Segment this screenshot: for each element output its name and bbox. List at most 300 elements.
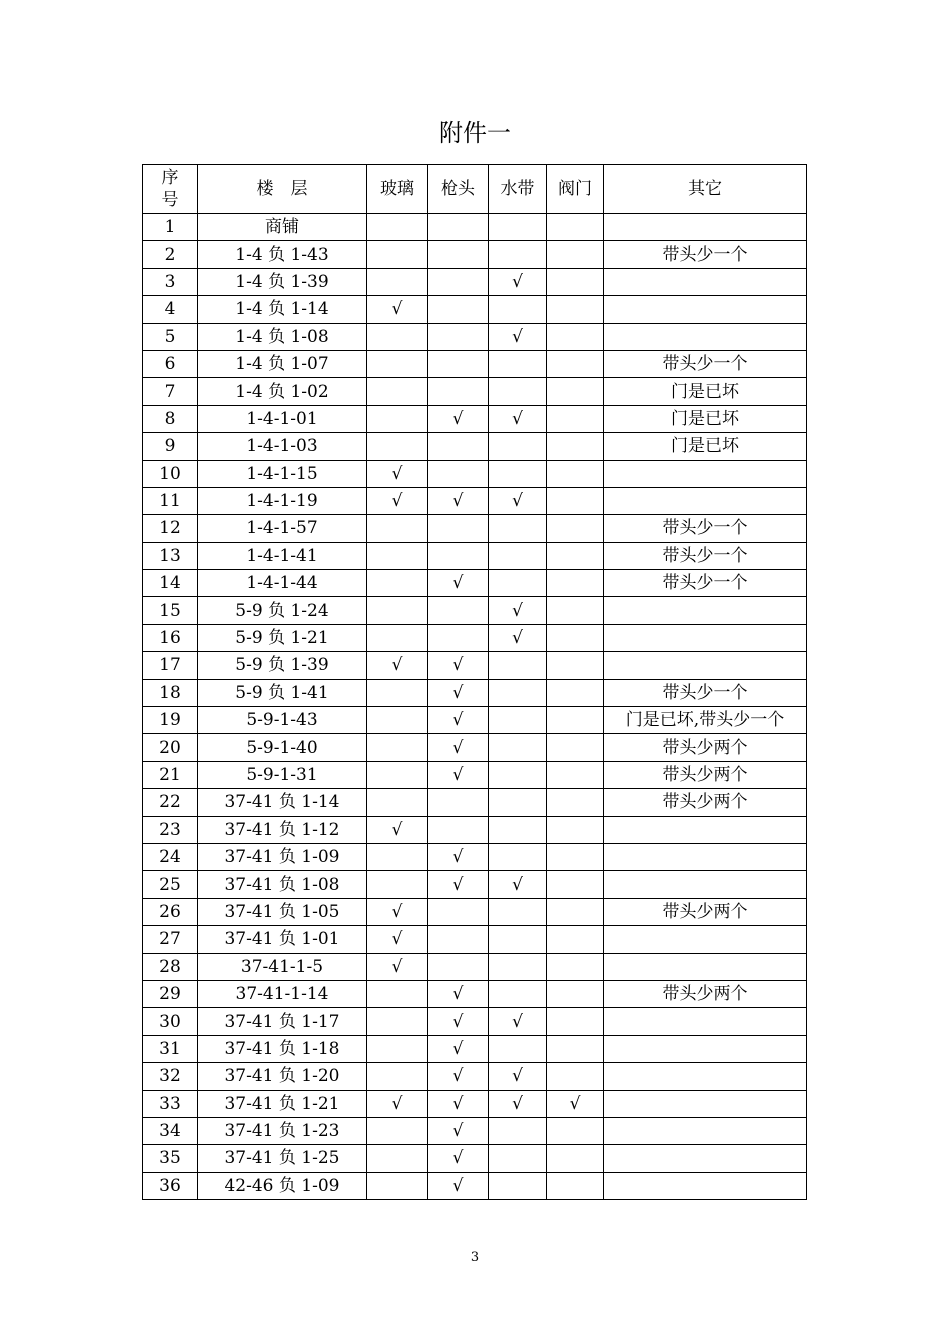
cell-index: 5: [143, 323, 198, 350]
cell-index: 15: [143, 597, 198, 624]
cell-hose: √: [489, 323, 547, 350]
cell-other: 带头少两个: [604, 980, 807, 1007]
header-cell-hose: 水带: [489, 165, 547, 214]
page-title: 附件一: [439, 119, 511, 147]
cell-valve: [547, 570, 604, 597]
cell-glass: [367, 214, 428, 241]
cell-hose: [489, 816, 547, 843]
header-cell-glass: 玻璃: [367, 165, 428, 214]
cell-other: [604, 296, 807, 323]
cell-floor: 37-41 负 1-01: [198, 926, 367, 953]
table-row: [143, 296, 807, 323]
cell-valve: [547, 652, 604, 679]
cell-floor: 37-41-1-14: [198, 980, 367, 1007]
table-row: [143, 542, 807, 569]
cell-other: [604, 323, 807, 350]
cell-valve: [547, 268, 604, 295]
cell-index: 24: [143, 843, 198, 870]
cell-glass: [367, 542, 428, 569]
cell-index: 8: [143, 405, 198, 432]
cell-valve: [547, 323, 604, 350]
cell-valve: [547, 926, 604, 953]
table-row: [143, 1008, 807, 1035]
cell-hose: √: [489, 1090, 547, 1117]
table-row: [143, 433, 807, 460]
cell-hose: √: [489, 1063, 547, 1090]
cell-floor: 37-41-1-5: [198, 953, 367, 980]
cell-other: 带头少一个: [604, 350, 807, 377]
cell-glass: √: [367, 1090, 428, 1117]
table-row: [143, 843, 807, 870]
table-row: [143, 624, 807, 651]
cell-index: 21: [143, 761, 198, 788]
cell-nozzle: √: [428, 652, 489, 679]
cell-floor: 37-41 负 1-17: [198, 1008, 367, 1035]
cell-valve: [547, 898, 604, 925]
cell-valve: [547, 597, 604, 624]
cell-floor: 1-4-1-41: [198, 542, 367, 569]
table-row: [143, 378, 807, 405]
cell-nozzle: √: [428, 1090, 489, 1117]
cell-glass: √: [367, 487, 428, 514]
cell-glass: [367, 789, 428, 816]
cell-other: [604, 487, 807, 514]
cell-glass: [367, 405, 428, 432]
cell-glass: [367, 980, 428, 1007]
table-row: [143, 816, 807, 843]
cell-nozzle: [428, 268, 489, 295]
cell-glass: [367, 515, 428, 542]
cell-nozzle: [428, 378, 489, 405]
cell-hose: [489, 542, 547, 569]
cell-hose: [489, 679, 547, 706]
cell-glass: [367, 570, 428, 597]
cell-other: 带头少一个: [604, 679, 807, 706]
cell-nozzle: [428, 214, 489, 241]
cell-glass: [367, 323, 428, 350]
cell-floor: 37-41 负 1-14: [198, 789, 367, 816]
cell-index: 20: [143, 734, 198, 761]
cell-valve: [547, 296, 604, 323]
cell-floor: 1-4 负 1-14: [198, 296, 367, 323]
cell-floor: 5-9 负 1-39: [198, 652, 367, 679]
cell-other: 门是已坏: [604, 405, 807, 432]
cell-glass: [367, 1008, 428, 1035]
cell-nozzle: [428, 460, 489, 487]
cell-floor: 37-41 负 1-23: [198, 1117, 367, 1144]
cell-floor: 5-9-1-40: [198, 734, 367, 761]
cell-floor: 37-41 负 1-05: [198, 898, 367, 925]
cell-other: 带头少两个: [604, 789, 807, 816]
cell-floor: 37-41 负 1-09: [198, 843, 367, 870]
cell-glass: [367, 1063, 428, 1090]
cell-nozzle: [428, 898, 489, 925]
cell-other: [604, 1117, 807, 1144]
cell-nozzle: √: [428, 570, 489, 597]
cell-floor: 42-46 负 1-09: [198, 1172, 367, 1199]
cell-hose: [489, 980, 547, 1007]
cell-valve: [547, 843, 604, 870]
cell-valve: [547, 1172, 604, 1199]
cell-floor: 5-9 负 1-41: [198, 679, 367, 706]
cell-glass: [367, 1172, 428, 1199]
cell-index: 14: [143, 570, 198, 597]
cell-index: 22: [143, 789, 198, 816]
cell-index: 32: [143, 1063, 198, 1090]
cell-nozzle: √: [428, 679, 489, 706]
cell-index: 4: [143, 296, 198, 323]
cell-hose: [489, 1172, 547, 1199]
cell-index: 1: [143, 214, 198, 241]
cell-glass: [367, 597, 428, 624]
table-row: [143, 323, 807, 350]
cell-glass: √: [367, 296, 428, 323]
cell-hose: [489, 570, 547, 597]
cell-other: 带头少一个: [604, 241, 807, 268]
cell-hose: [489, 734, 547, 761]
cell-index: 34: [143, 1117, 198, 1144]
cell-hose: [489, 350, 547, 377]
cell-glass: [367, 433, 428, 460]
cell-other: [604, 624, 807, 651]
header-cell-index: [143, 165, 198, 214]
cell-hose: √: [489, 624, 547, 651]
cell-nozzle: √: [428, 1063, 489, 1090]
cell-index: 16: [143, 624, 198, 651]
inspection-table: [142, 164, 807, 1200]
table-row: [143, 980, 807, 1007]
cell-other: [604, 816, 807, 843]
cell-floor: 37-41 负 1-12: [198, 816, 367, 843]
table-row: [143, 679, 807, 706]
cell-glass: [367, 241, 428, 268]
cell-hose: [489, 1035, 547, 1062]
cell-other: [604, 1035, 807, 1062]
cell-hose: [489, 953, 547, 980]
header-cell-other: 其它: [604, 165, 807, 214]
cell-other: 带头少一个: [604, 515, 807, 542]
cell-floor: 5-9 负 1-21: [198, 624, 367, 651]
header-cell-nozzle: 枪头: [428, 165, 489, 214]
cell-glass: √: [367, 460, 428, 487]
cell-other: [604, 926, 807, 953]
cell-valve: [547, 405, 604, 432]
cell-nozzle: √: [428, 734, 489, 761]
cell-index: 9: [143, 433, 198, 460]
cell-floor: 1-4 负 1-02: [198, 378, 367, 405]
cell-other: [604, 1063, 807, 1090]
cell-hose: [489, 789, 547, 816]
cell-valve: [547, 350, 604, 377]
cell-valve: [547, 980, 604, 1007]
table-row: [143, 1172, 807, 1199]
cell-glass: [367, 871, 428, 898]
cell-valve: [547, 542, 604, 569]
cell-nozzle: [428, 296, 489, 323]
table-row: [143, 214, 807, 241]
cell-nozzle: √: [428, 1035, 489, 1062]
table-row: [143, 1063, 807, 1090]
cell-nozzle: [428, 433, 489, 460]
cell-valve: [547, 433, 604, 460]
table-row: [143, 953, 807, 980]
cell-nozzle: √: [428, 405, 489, 432]
cell-index: 27: [143, 926, 198, 953]
cell-hose: [489, 214, 547, 241]
cell-glass: [367, 624, 428, 651]
cell-floor: 37-41 负 1-08: [198, 871, 367, 898]
cell-other: 带头少一个: [604, 570, 807, 597]
cell-hose: √: [489, 597, 547, 624]
cell-index: 23: [143, 816, 198, 843]
cell-glass: [367, 1035, 428, 1062]
cell-glass: [367, 350, 428, 377]
cell-nozzle: [428, 816, 489, 843]
cell-other: 门是已坏,带头少一个: [604, 707, 807, 734]
cell-other: [604, 460, 807, 487]
table-row: [143, 789, 807, 816]
cell-nozzle: [428, 789, 489, 816]
cell-hose: [489, 460, 547, 487]
cell-hose: [489, 926, 547, 953]
cell-glass: √: [367, 652, 428, 679]
table-row: [143, 405, 807, 432]
cell-valve: [547, 707, 604, 734]
table-row: [143, 268, 807, 295]
cell-nozzle: [428, 323, 489, 350]
cell-other: [604, 1172, 807, 1199]
cell-valve: [547, 460, 604, 487]
table-row: [143, 734, 807, 761]
cell-index: 18: [143, 679, 198, 706]
cell-other: [604, 843, 807, 870]
table-row: [143, 871, 807, 898]
cell-glass: [367, 679, 428, 706]
cell-other: [604, 1145, 807, 1172]
cell-floor: 1-4-1-44: [198, 570, 367, 597]
cell-nozzle: √: [428, 871, 489, 898]
cell-index: 6: [143, 350, 198, 377]
cell-valve: [547, 761, 604, 788]
cell-valve: [547, 1008, 604, 1035]
table-row: [143, 350, 807, 377]
cell-valve: [547, 487, 604, 514]
header-index-text: 序号: [161, 168, 179, 210]
cell-index: 25: [143, 871, 198, 898]
table-row: [143, 1145, 807, 1172]
table-row: [143, 1090, 807, 1117]
cell-nozzle: [428, 515, 489, 542]
cell-hose: √: [489, 487, 547, 514]
cell-index: 11: [143, 487, 198, 514]
cell-hose: [489, 1145, 547, 1172]
cell-glass: [367, 1145, 428, 1172]
cell-nozzle: √: [428, 1117, 489, 1144]
cell-valve: [547, 953, 604, 980]
table-row: [143, 898, 807, 925]
page-number: 3: [470, 1250, 480, 1265]
cell-other: [604, 871, 807, 898]
cell-index: 17: [143, 652, 198, 679]
header-cell-valve: 阀门: [547, 165, 604, 214]
cell-floor: 1-4-1-15: [198, 460, 367, 487]
cell-index: 29: [143, 980, 198, 1007]
cell-floor: 1-4-1-57: [198, 515, 367, 542]
table-row: [143, 570, 807, 597]
cell-index: 26: [143, 898, 198, 925]
cell-other: [604, 1008, 807, 1035]
cell-hose: [489, 296, 547, 323]
table-row: [143, 652, 807, 679]
cell-floor: 商铺: [198, 214, 367, 241]
cell-valve: [547, 241, 604, 268]
cell-floor: 5-9 负 1-24: [198, 597, 367, 624]
table-row: [143, 1117, 807, 1144]
cell-hose: [489, 707, 547, 734]
cell-valve: [547, 871, 604, 898]
table-body: [143, 214, 807, 1200]
table-row: [143, 597, 807, 624]
cell-floor: 1-4 负 1-39: [198, 268, 367, 295]
cell-hose: [489, 241, 547, 268]
cell-nozzle: [428, 926, 489, 953]
cell-valve: [547, 378, 604, 405]
cell-glass: √: [367, 953, 428, 980]
cell-valve: [547, 1035, 604, 1062]
table-row: [143, 926, 807, 953]
table-row: [143, 707, 807, 734]
cell-valve: [547, 624, 604, 651]
cell-index: 3: [143, 268, 198, 295]
cell-floor: 5-9-1-43: [198, 707, 367, 734]
cell-floor: 37-41 负 1-25: [198, 1145, 367, 1172]
cell-valve: [547, 816, 604, 843]
cell-valve: [547, 1145, 604, 1172]
cell-hose: [489, 898, 547, 925]
cell-glass: [367, 268, 428, 295]
table-row: [143, 1035, 807, 1062]
cell-glass: [367, 761, 428, 788]
cell-index: 30: [143, 1008, 198, 1035]
cell-floor: 37-41 负 1-18: [198, 1035, 367, 1062]
cell-other: 门是已坏: [604, 378, 807, 405]
cell-other: 带头少一个: [604, 542, 807, 569]
cell-nozzle: [428, 542, 489, 569]
cell-index: 12: [143, 515, 198, 542]
cell-nozzle: √: [428, 1172, 489, 1199]
cell-hose: [489, 378, 547, 405]
cell-floor: 1-4 负 1-07: [198, 350, 367, 377]
cell-valve: [547, 214, 604, 241]
cell-nozzle: [428, 597, 489, 624]
table-row: [143, 761, 807, 788]
cell-glass: √: [367, 816, 428, 843]
cell-nozzle: √: [428, 487, 489, 514]
cell-nozzle: √: [428, 1008, 489, 1035]
cell-other: [604, 268, 807, 295]
cell-index: 2: [143, 241, 198, 268]
cell-index: 33: [143, 1090, 198, 1117]
cell-other: [604, 214, 807, 241]
cell-hose: [489, 761, 547, 788]
cell-hose: [489, 652, 547, 679]
cell-index: 19: [143, 707, 198, 734]
cell-nozzle: √: [428, 1145, 489, 1172]
cell-glass: [367, 378, 428, 405]
cell-floor: 1-4-1-01: [198, 405, 367, 432]
cell-hose: [489, 843, 547, 870]
cell-other: [604, 1090, 807, 1117]
cell-hose: √: [489, 268, 547, 295]
cell-floor: 1-4 负 1-08: [198, 323, 367, 350]
cell-other: 带头少两个: [604, 734, 807, 761]
cell-hose: √: [489, 1008, 547, 1035]
table-row: [143, 241, 807, 268]
cell-hose: [489, 433, 547, 460]
cell-hose: [489, 1117, 547, 1144]
cell-other: 带头少两个: [604, 761, 807, 788]
cell-nozzle: [428, 241, 489, 268]
cell-floor: 1-4-1-03: [198, 433, 367, 460]
cell-valve: [547, 1117, 604, 1144]
cell-index: 28: [143, 953, 198, 980]
cell-valve: [547, 789, 604, 816]
cell-hose: √: [489, 871, 547, 898]
cell-index: 13: [143, 542, 198, 569]
cell-nozzle: √: [428, 707, 489, 734]
cell-glass: [367, 1117, 428, 1144]
cell-glass: √: [367, 926, 428, 953]
table-row: [143, 487, 807, 514]
header-row: [143, 165, 807, 214]
table-row: [143, 460, 807, 487]
cell-glass: [367, 734, 428, 761]
cell-floor: 1-4-1-19: [198, 487, 367, 514]
cell-nozzle: √: [428, 843, 489, 870]
cell-other: 带头少两个: [604, 898, 807, 925]
cell-other: [604, 597, 807, 624]
cell-valve: [547, 679, 604, 706]
cell-other: [604, 953, 807, 980]
cell-glass: [367, 843, 428, 870]
cell-valve: [547, 734, 604, 761]
cell-index: 7: [143, 378, 198, 405]
cell-index: 36: [143, 1172, 198, 1199]
cell-nozzle: [428, 624, 489, 651]
cell-floor: 1-4 负 1-43: [198, 241, 367, 268]
cell-nozzle: [428, 350, 489, 377]
cell-hose: [489, 515, 547, 542]
cell-valve: [547, 515, 604, 542]
cell-other: [604, 652, 807, 679]
table-row: [143, 515, 807, 542]
cell-nozzle: √: [428, 761, 489, 788]
cell-index: 10: [143, 460, 198, 487]
cell-valve: √: [547, 1090, 604, 1117]
cell-nozzle: [428, 953, 489, 980]
cell-nozzle: √: [428, 980, 489, 1007]
cell-floor: 5-9-1-31: [198, 761, 367, 788]
cell-glass: [367, 707, 428, 734]
cell-valve: [547, 1063, 604, 1090]
header-cell-floor: 楼 层: [198, 165, 367, 214]
cell-index: 35: [143, 1145, 198, 1172]
cell-hose: √: [489, 405, 547, 432]
cell-floor: 37-41 负 1-21: [198, 1090, 367, 1117]
cell-index: 31: [143, 1035, 198, 1062]
cell-glass: √: [367, 898, 428, 925]
cell-other: 门是已坏: [604, 433, 807, 460]
